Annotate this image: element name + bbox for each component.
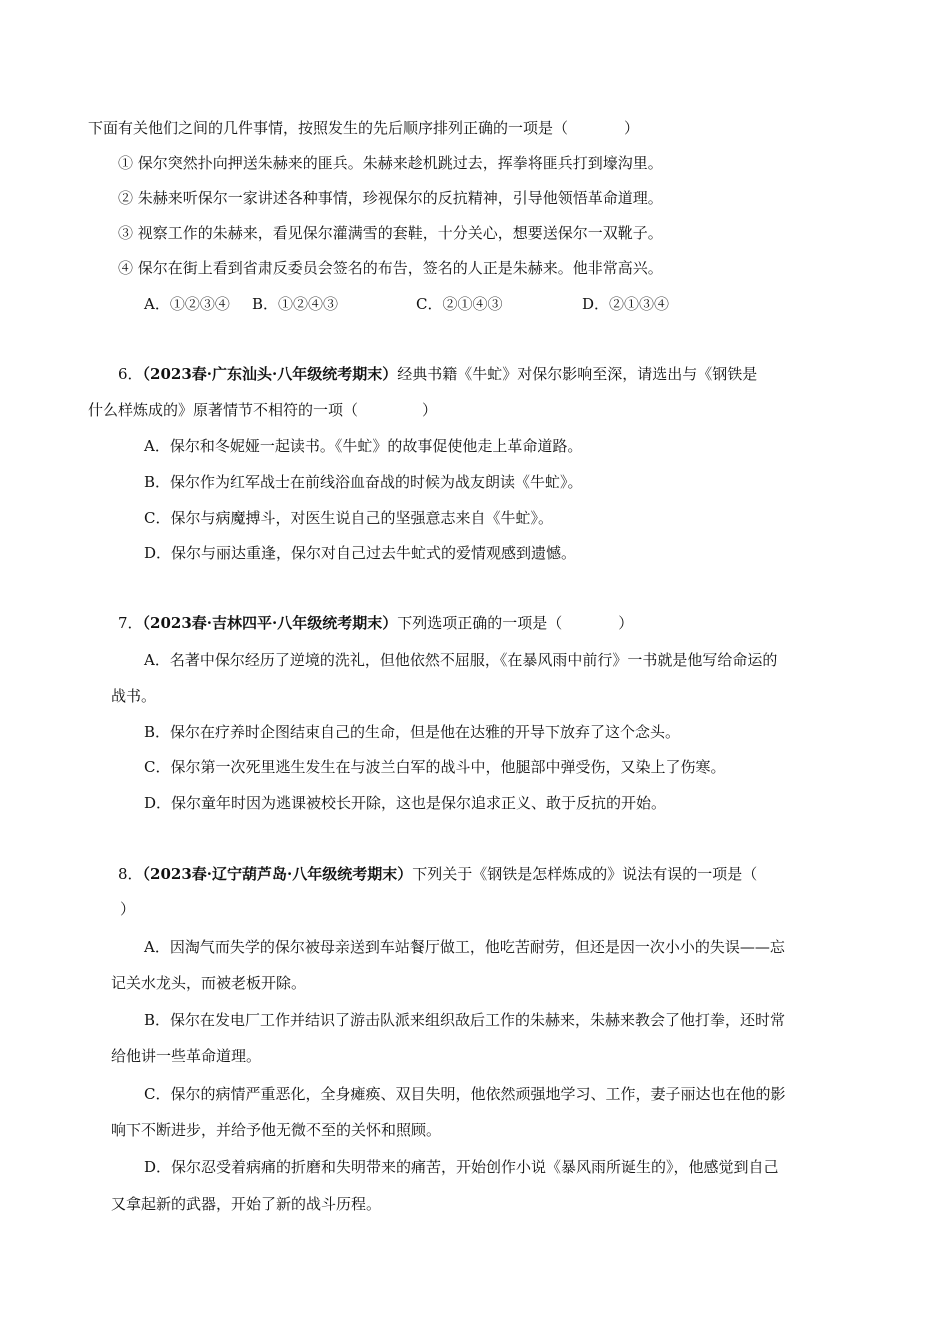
q8-option-a-cont: 记关水龙头，而被老板开除。 <box>111 974 307 992</box>
q5-option-d: D．②①③④ <box>582 295 670 313</box>
q5-item-1: ① 保尔突然扑向押送朱赫来的匪兵。朱赫来趁机跳过去，挥拳将匪兵打到壕沟里。 <box>118 154 663 172</box>
q8-option-c-cont: 响下不断进步，并给予他无微不至的关怀和照顾。 <box>111 1121 442 1139</box>
q5-stem: 下面有关他们之间的几件事情，按照发生的先后顺序排列正确的一项是（ ） <box>88 119 640 137</box>
q6-option-d: D．保尔与丽达重逢，保尔对自己过去牛虻式的爱情观感到遗憾。 <box>144 544 577 562</box>
q8-option-a: A．因淘气而失学的保尔被母亲送到车站餐厅做工，他吃苦耐劳，但还是因一次小小的失误——忘 <box>144 938 785 956</box>
q8-source: （2023春·辽宁葫芦岛·八年级统考期末） <box>142 865 413 883</box>
q6-option-b: B．保尔作为红军战士在前线浴血奋战的时候为战友朗读《牛虻》。 <box>144 473 583 491</box>
q7-option-c: C．保尔第一次死里逃生发生在与波兰白军的战斗中，他腿部中弹受伤，又染上了伤寒。 <box>144 758 726 776</box>
q5-option-b: B．①②④③ <box>252 295 339 313</box>
q8-option-b: B．保尔在发电厂工作并结识了游击队派来组织敌后工作的朱赫来，朱赫来教会了他打拳，还时常 <box>144 1011 786 1029</box>
q6-option-a: A．保尔和冬妮娅一起读书。《牛虻》的故事促使他走上革命道路。 <box>144 437 583 455</box>
q5-item-4: ④ 保尔在街上看到省肃反委员会签名的布告，签名的人正是朱赫来。他非常高兴。 <box>118 259 663 277</box>
q8-option-d: D．保尔忍受着病痛的折磨和失明带来的痛苦，开始创作小说《暴风雨所诞生的》，他感觉到自己 <box>144 1158 779 1176</box>
q7-option-d: D．保尔童年时因为逃课被校长开除，这也是保尔追求正义、敢于反抗的开始。 <box>144 794 667 812</box>
q8-stem-close: ） <box>120 900 136 918</box>
q6-option-c: C．保尔与病魔搏斗，对医生说自己的坚强意志来自《牛虻》。 <box>144 509 553 527</box>
q6-source: （2023春·广东汕头·八年级统考期末） <box>142 365 398 383</box>
q7-source: （2023春·吉林四平·八年级统考期末） <box>142 614 398 632</box>
q7-stem: 7．（2023春·吉林四平·八年级统考期末）下列选项正确的一项是（ ） <box>118 614 634 632</box>
q6-stem: 6．（2023春·广东汕头·八年级统考期末）经典书籍《牛虻》对保尔影响至深，请选出与《钢铁是 <box>118 365 758 383</box>
q6-number: 6． <box>118 365 143 383</box>
q8-option-b-cont: 给他讲一些革命道理。 <box>111 1047 262 1065</box>
q8-stem: 8．（2023春·辽宁葫芦岛·八年级统考期末）下列关于《钢铁是怎样炼成的》说法有误的一项是（ <box>118 865 758 883</box>
q5-option-c: C．②①④③ <box>416 295 503 313</box>
q7-number: 7． <box>118 614 143 632</box>
q7-option-a-cont: 战书。 <box>111 687 157 705</box>
q8-number: 8． <box>118 865 143 883</box>
q5-option-a: A．①②③④ <box>144 295 230 313</box>
q7-option-a: A．名著中保尔经历了逆境的洗礼，但他依然不屈服，《在暴风雨中前行》一书就是他写给命运的 <box>144 651 778 669</box>
q5-item-2: ② 朱赫来听保尔一家讲述各种事情，珍视保尔的反抗精神，引导他领悟革命道理。 <box>118 189 663 207</box>
q5-item-3: ③ 视察工作的朱赫来，看见保尔灌满雪的套鞋，十分关心，想要送保尔一双靴子。 <box>118 224 663 242</box>
q7-option-b: B．保尔在疗养时企图结束自己的生命，但是他在达雅的开导下放弃了这个念头。 <box>144 723 681 741</box>
q8-option-d-cont: 又拿起新的武器，开始了新的战斗历程。 <box>111 1195 382 1213</box>
q6-stem-line2: 什么样炼成的》原著情节不相符的一项（ ） <box>88 401 438 419</box>
q8-option-c: C．保尔的病情严重恶化，全身瘫痪、双目失明，他依然顽强地学习、工作，妻子丽达也在他的影 <box>144 1085 786 1103</box>
